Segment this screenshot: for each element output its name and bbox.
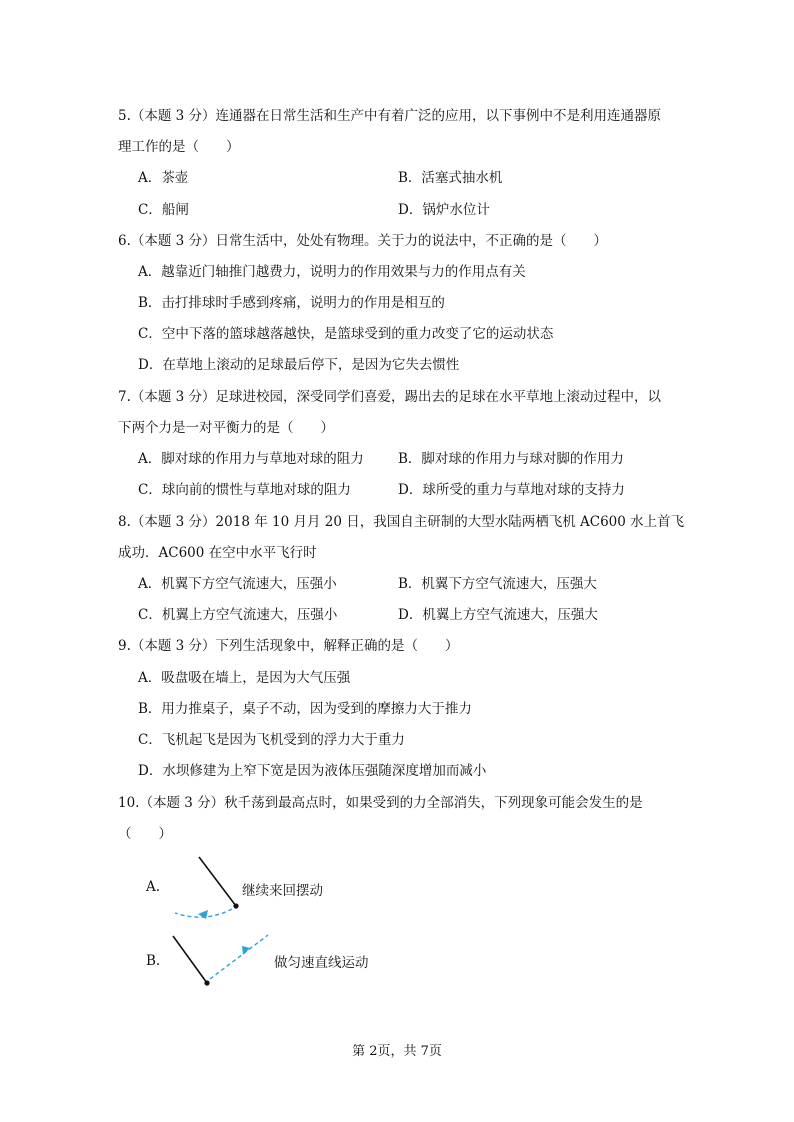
q8-stem-line2: 成功．AC600 在空中水平飞行时: [118, 545, 317, 561]
q8-option-b: B．机翼下方空气流速大，压强大: [398, 576, 597, 592]
straight-arrowhead-b: [242, 946, 250, 955]
swing-ball-b: [204, 980, 209, 985]
q9-option-a: A．吸盘吸在墙上，是因为大气压强: [138, 670, 351, 686]
q6-option-a: A．越靠近门轴推门越费力，说明力的作用效果与力的作用点有关: [138, 264, 526, 280]
q5-option-c: C．船闸: [138, 202, 189, 218]
q7-option-c: C．球向前的惯性与草地对球的阻力: [138, 482, 351, 498]
q6-stem-line1: 6.（本题 3 分）日常生活中，处处有物理。关于力的说法中，不正确的是（ ）: [118, 233, 608, 249]
page-footer: 第 2页，共 7页: [352, 1044, 442, 1059]
swing-rope-a: [199, 857, 236, 906]
q5-stem-line2: 理工作的是（ ）: [118, 139, 240, 155]
q7-stem-line2: 下两个力是一对平衡力的是（ ）: [118, 420, 334, 436]
q7-option-a: A．脚对球的作用力与草地对球的阻力: [138, 451, 364, 467]
q8-option-a: A．机翼下方空气流速大，压强小: [138, 576, 337, 592]
q9-option-c: C．飞机起飞是因为飞机受到的浮力大于重力: [138, 732, 405, 748]
q5-option-a: A．茶壶: [138, 170, 189, 186]
q5-option-d: D．锅炉水位计: [398, 202, 490, 218]
q8-option-c: C．机翼上方空气流速大，压强小: [138, 607, 338, 623]
q8-stem-line1: 8.（本题 3 分）2018 年 10 月月 20 日，我国自主研制的大型水陆两栖飞机 AC600 水上首飞: [118, 514, 685, 530]
q5-stem-line1: 5.（本题 3 分）连通器在日常生活和生产中有着广泛的应用，以下事例中不是利用连通器原: [118, 108, 662, 124]
q7-option-d: D．球所受的重力与草地对球的支持力: [398, 482, 625, 498]
q5-option-b: B．活塞式抽水机: [398, 170, 503, 186]
q7-stem-line1: 7.（本题 3 分）足球进校园，深受同学们喜爱，踢出去的足球在水平草地上滚动过程中，以: [118, 389, 662, 405]
q10-option-a-letter: A.: [146, 879, 161, 895]
q10-option-b-letter: B.: [146, 953, 161, 969]
q10-stem-line1: 10.（本题 3 分）秋千荡到最高点时，如果受到的力全部消失，下列现象可能会发生的是: [118, 795, 643, 811]
q6-option-b: B．击打排球时手感到疼痛，说明力的作用是相互的: [138, 295, 445, 311]
q10-option-b-caption: 做匀速直线运动: [274, 955, 369, 971]
swing-figure-a: [175, 857, 239, 919]
dashed-straight-arrow-b: [210, 935, 268, 979]
q9-option-d: D．水坝修建为上窄下宽是因为液体压强随深度增加而减小: [138, 763, 487, 779]
q7-option-b: B．脚对球的作用力与球对脚的作用力: [398, 451, 624, 467]
q10-option-a-caption: 继续来回摆动: [242, 883, 323, 899]
q9-stem-line1: 9.（本题 3 分）下列生活现象中，解释正确的是（ ）: [118, 638, 459, 654]
swing-ball-a: [233, 903, 238, 908]
q6-option-c: C．空中下落的篮球越落越快，是篮球受到的重力改变了它的运动状态: [138, 326, 554, 342]
q6-option-d: D．在草地上滚动的足球最后停下，是因为它失去惯性: [138, 357, 460, 373]
q8-option-d: D．机翼上方空气流速大，压强大: [398, 607, 598, 623]
q10-stem-line2: （ ）: [118, 826, 172, 842]
q9-option-b: B．用力推桌子，桌子不动，因为受到的摩擦力大于推力: [138, 701, 472, 717]
swing-rope-b: [173, 936, 207, 983]
swing-figure-b: [173, 935, 268, 986]
